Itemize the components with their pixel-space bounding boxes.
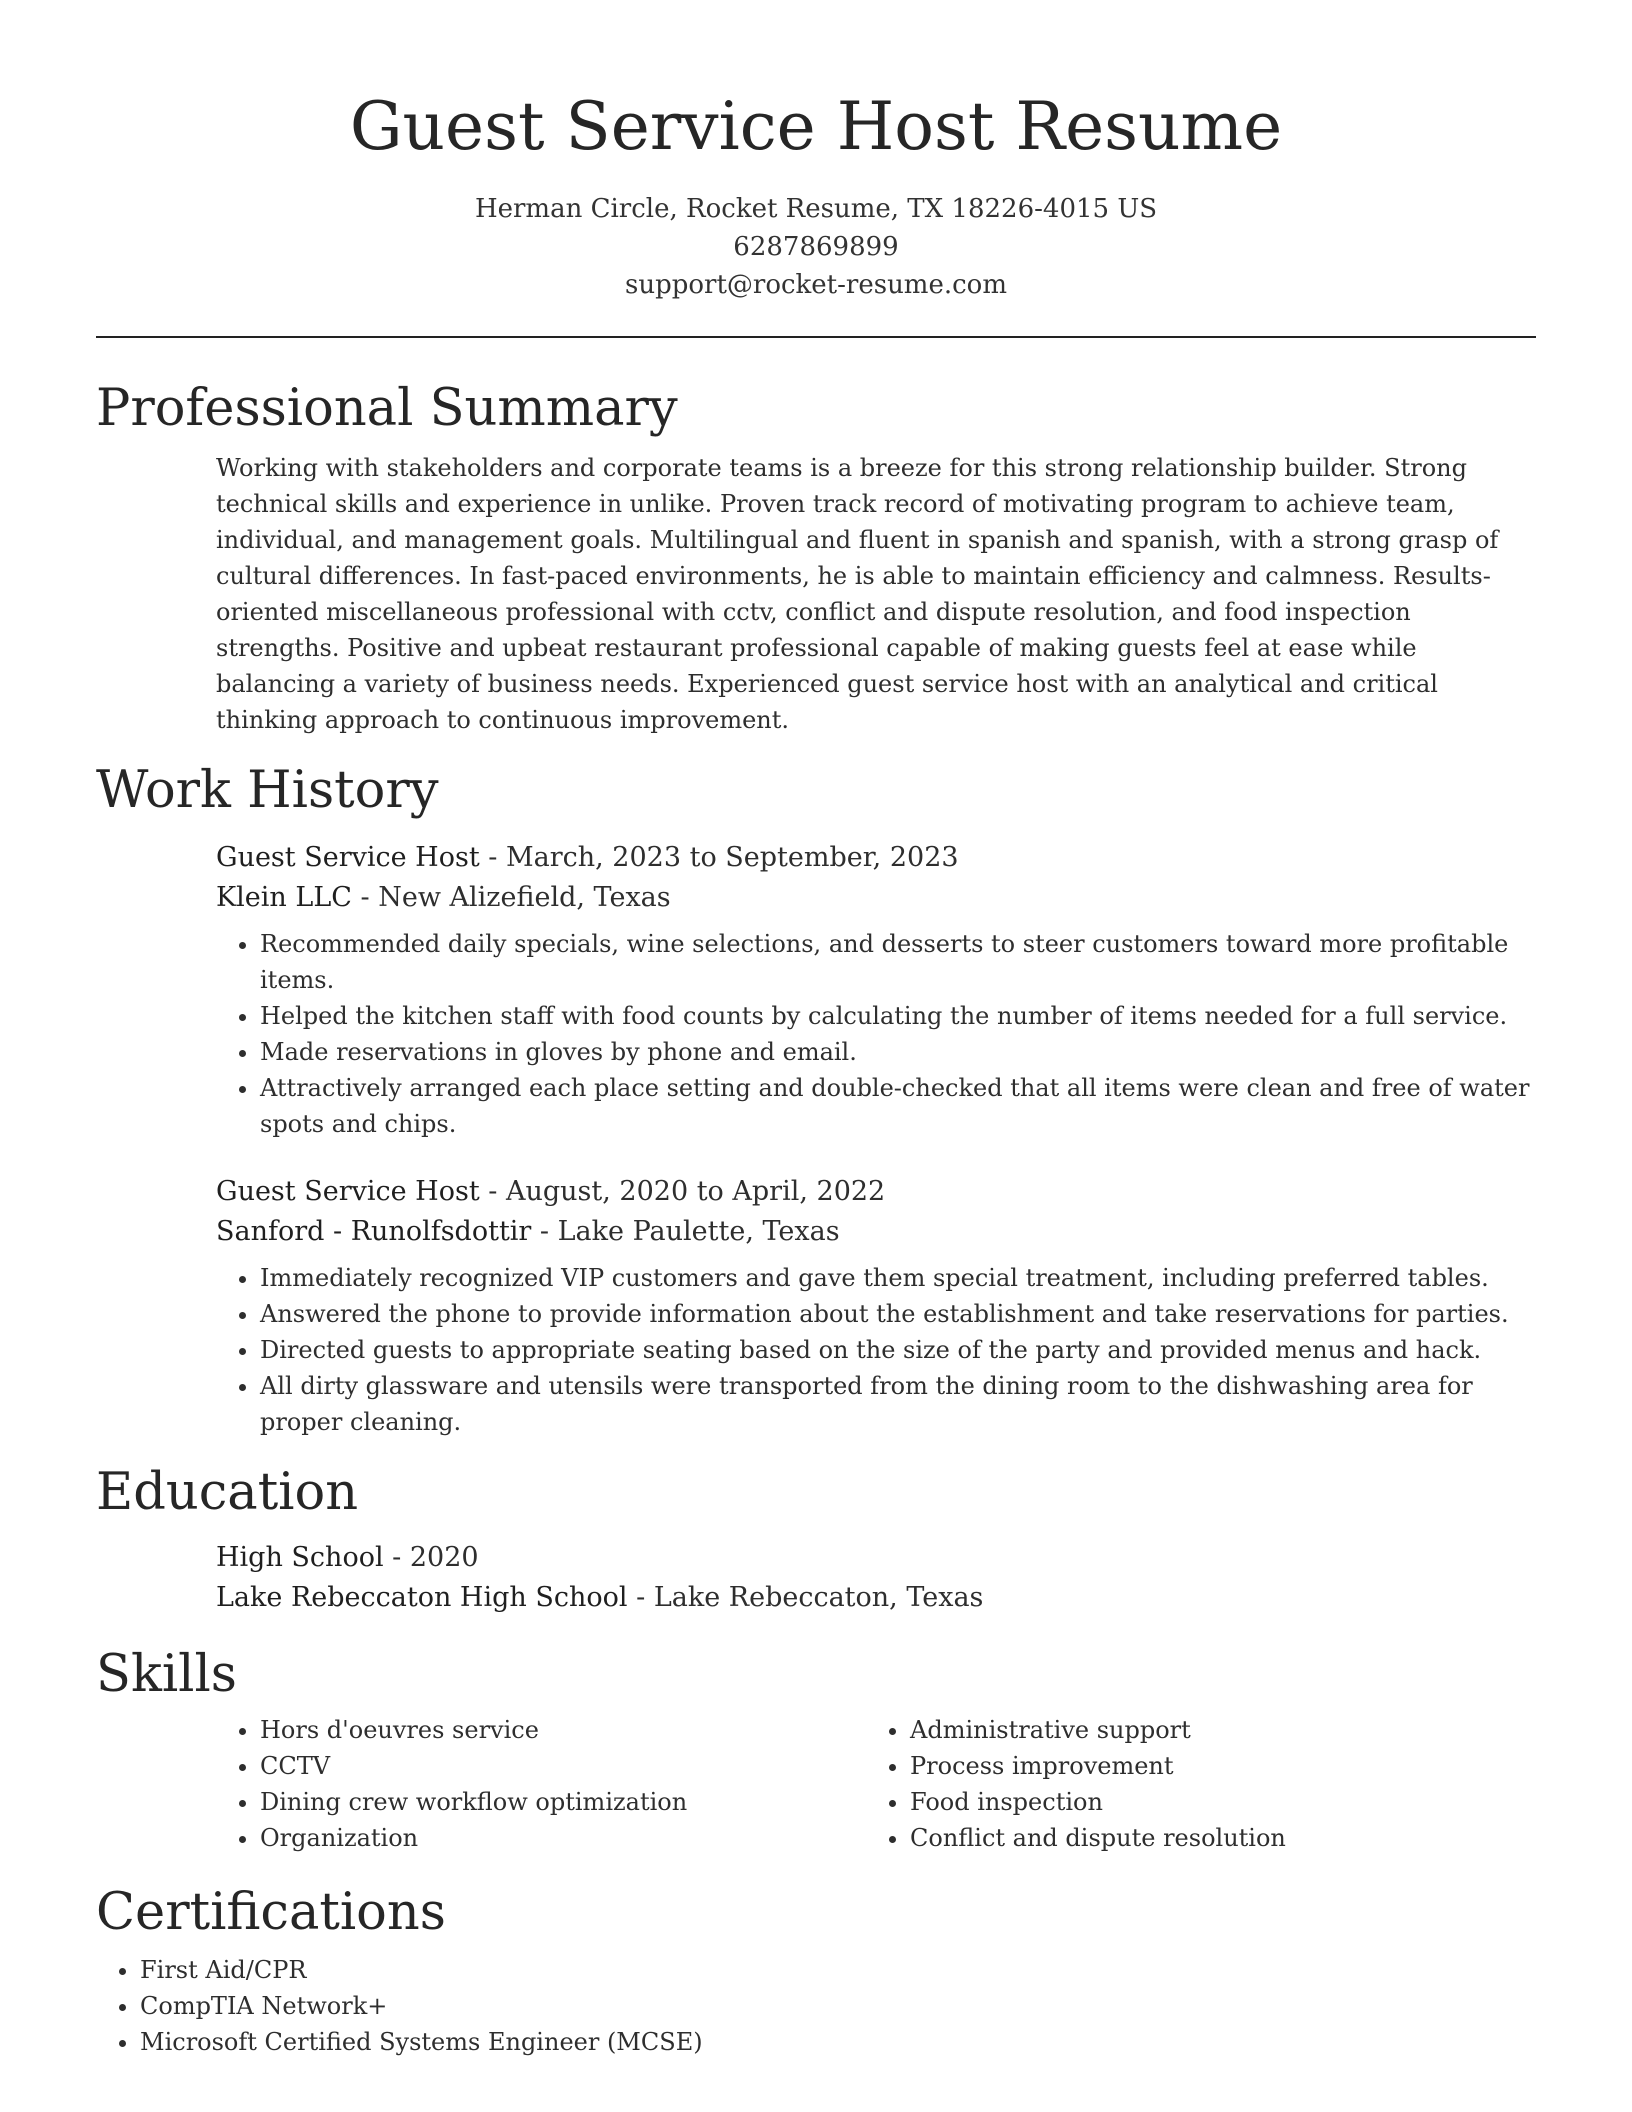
- job-bullet: • Answered the phone to provide information about the establishment and take reservations for parties.: [260, 1296, 1536, 1332]
- job-entry: [216, 1172, 1536, 1440]
- job-dates: - August, 2020 to April, 2022: [479, 1176, 886, 1207]
- job-bullet: • Immediately recognized VIP customers and gave them special treatment, including preferred tables.: [260, 1260, 1536, 1296]
- skill-item: • Food inspection: [910, 1784, 1516, 1820]
- job-title: Guest Service Host: [216, 1176, 480, 1207]
- skills-heading: Skills: [96, 1645, 237, 1704]
- contact-address: Herman Circle, Rocket Resume, TX 18226-4015 US: [474, 194, 1158, 224]
- summary-text: Working with stakeholders and corporate teams is a breeze for this strong relationship builder. Strong technical skills and experience in unlike. Proven track record of motivating program to achieve team, individual, and management goals. Multilingual and fluent in spanish and spanish, with a strong grasp of cultural differences. In fast-paced environments, he is able to maintain efficiency and calmness. Results-oriented miscellaneous professional with cctv, conflict and dispute resolution, and food inspection strengths. Positive and upbeat restaurant professional capable of making guests feel at ease while balancing a variety of business needs. Experienced guest service host with an analytical and critical thinking approach to continuous improvement.: [216, 454, 1499, 734]
- skills-grid: [216, 1712, 1536, 1856]
- skills-list-right: [866, 1712, 1516, 1856]
- certifications-heading: Certifications: [96, 1883, 446, 1942]
- job-title: Guest Service Host: [216, 842, 480, 873]
- skill-item: • Dining crew workflow optimization: [260, 1784, 866, 1820]
- education-school-line: [216, 1578, 1536, 1618]
- skills-section: [96, 1644, 1536, 1856]
- job-company: Sanford - Runolfsdottir: [216, 1216, 532, 1247]
- skill-item: • CCTV: [260, 1748, 866, 1784]
- job-bullet: • Directed guests to appropriate seating based on the size of the party and provided menus and hack.: [260, 1332, 1536, 1368]
- education-heading: Education: [96, 1463, 359, 1522]
- education-degree: High School: [216, 1542, 384, 1573]
- certification-item: • First Aid/CPR: [140, 1952, 1536, 1988]
- job-location: - New Alizefield, Texas: [351, 882, 671, 913]
- resume-title: Guest Service Host Resume: [349, 88, 1283, 165]
- job-location: - Lake Paulette, Texas: [531, 1216, 840, 1247]
- certification-item: • Microsoft Certified Systems Engineer (MCSE): [140, 2024, 1536, 2060]
- summary-section: [96, 378, 1536, 738]
- education-school: Lake Rebeccaton High School: [216, 1582, 628, 1613]
- job-title-line: [216, 838, 1536, 878]
- job-bullet: • Helped the kitchen staff with food counts by calculating the number of items needed for a full service.: [260, 998, 1536, 1034]
- work-history-section: [96, 760, 1536, 1440]
- resume-page: [96, 0, 1536, 2060]
- skill-item: • Organization: [260, 1820, 866, 1856]
- job-bullet: • Made reservations in gloves by phone and email.: [260, 1034, 1536, 1070]
- certifications-list: [96, 1952, 1536, 2060]
- work-history-heading: Work History: [96, 761, 439, 820]
- education-year: - 2020: [383, 1542, 479, 1573]
- skill-item: • Administrative support: [910, 1712, 1516, 1748]
- education-location: - Lake Rebeccaton, Texas: [627, 1582, 984, 1613]
- job-bullets: [216, 926, 1536, 1142]
- job-bullet: • All dirty glassware and utensils were transported from the dining room to the dishwashing area for proper cleaning.: [260, 1368, 1536, 1440]
- job-bullet: • Attractively arranged each place setting and double-checked that all items were clean and free of water spots and chips.: [260, 1070, 1536, 1142]
- skills-list-left: [216, 1712, 866, 1856]
- education-section: [96, 1462, 1536, 1618]
- job-title-line: [216, 1172, 1536, 1212]
- education-degree-line: [216, 1538, 1536, 1578]
- contact-email: support@rocket-resume.com: [624, 270, 1007, 300]
- education-entry: [216, 1538, 1536, 1618]
- skill-item: • Process improvement: [910, 1748, 1516, 1784]
- job-bullet: • Recommended daily specials, wine selections, and desserts to steer customers toward more profitable items.: [260, 926, 1536, 998]
- header-divider: [96, 336, 1536, 338]
- job-bullets: [216, 1260, 1536, 1440]
- skill-item: • Conflict and dispute resolution: [910, 1820, 1516, 1856]
- certifications-section: [96, 1882, 1536, 2060]
- job-company-line: [216, 1212, 1536, 1252]
- summary-heading: Professional Summary: [96, 379, 678, 438]
- contact-phone: 6287869899: [733, 232, 899, 262]
- job-entry: [216, 838, 1536, 1142]
- contact-block: [96, 190, 1536, 304]
- certification-item: • CompTIA Network+: [140, 1988, 1536, 2024]
- job-company: Klein LLC: [216, 882, 352, 913]
- job-company-line: [216, 878, 1536, 918]
- skill-item: • Hors d'oeuvres service: [260, 1712, 866, 1748]
- job-dates: - March, 2023 to September, 2023: [479, 842, 959, 873]
